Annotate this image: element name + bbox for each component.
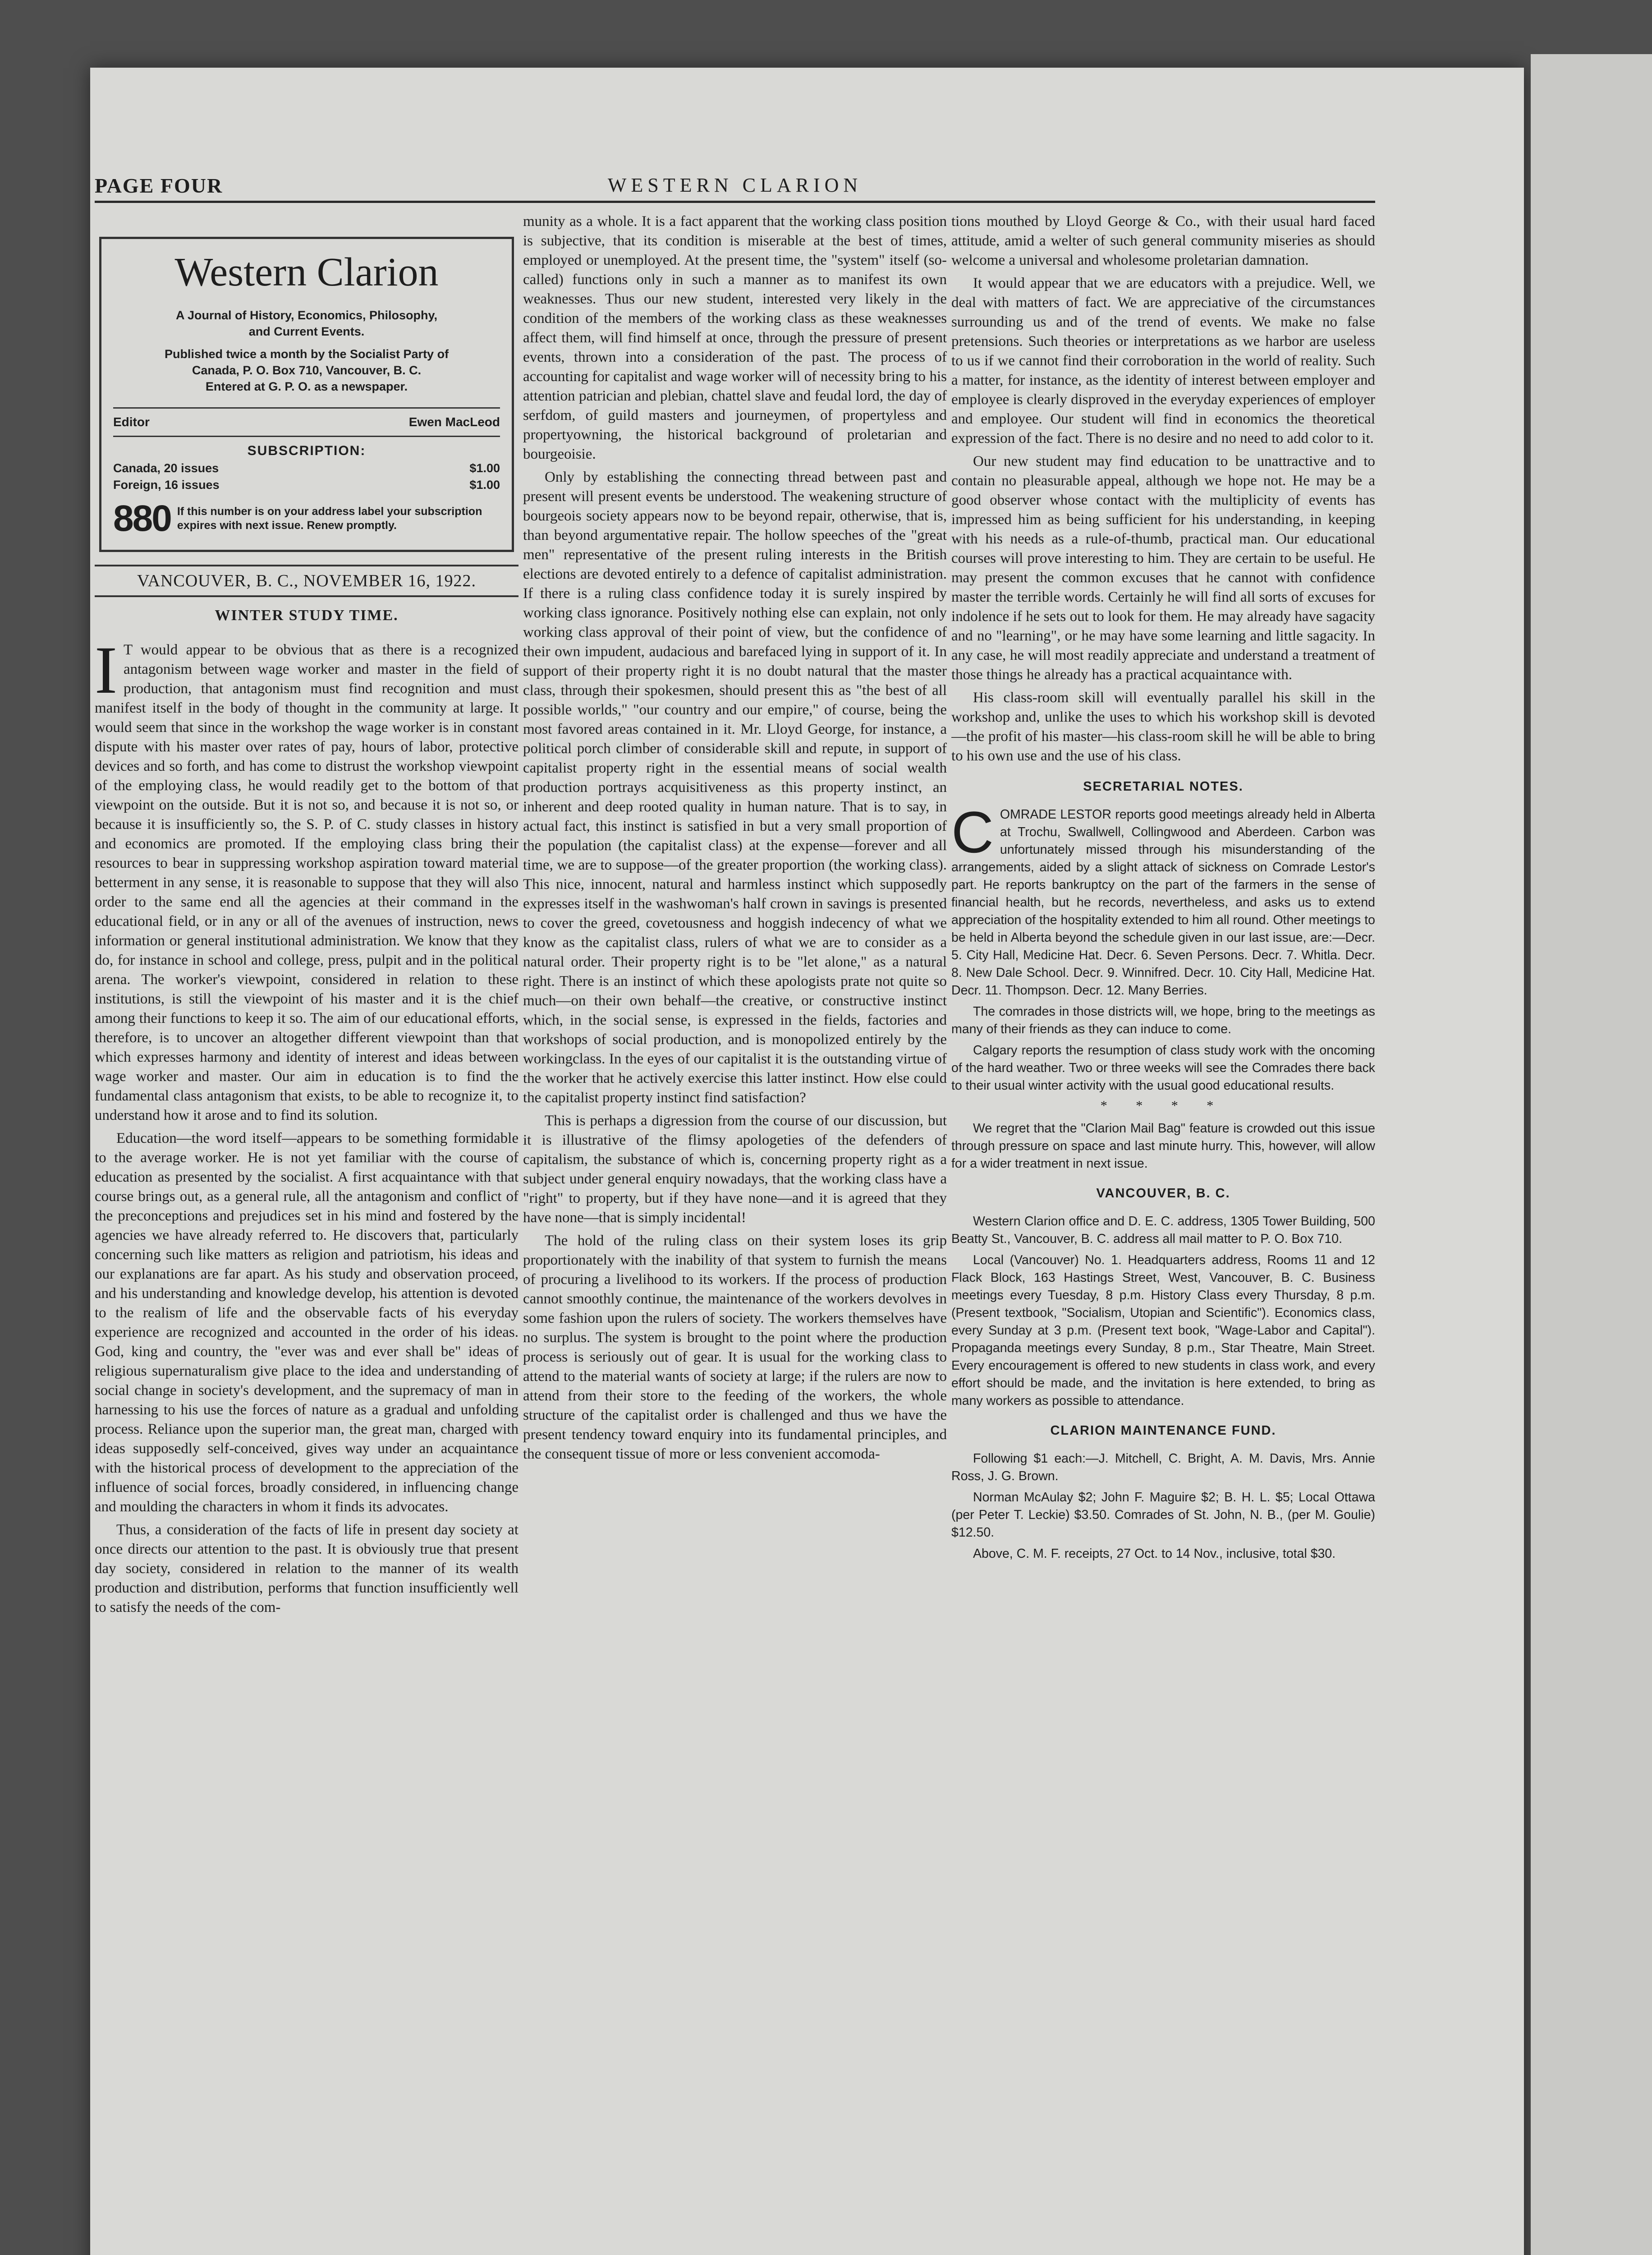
article-paragraph: Thus, a consideration of the facts of life in present day society at once directs our attention to the past. It is obviously true that present day society, considered in relation to the manner of its wealth production and distribution, performs that function insufficiently well to satisfy the needs of the com- — [95, 1522, 519, 1615]
renewal-text: If this number is on your address label your subscription expires with next issue. Renew promptly. — [177, 505, 482, 532]
column-2 — [523, 212, 947, 2138]
fund-paragraph: Following $1 each:—J. Mitchell, C. Bright, A. M. Davis, Mrs. Annie Ross, J. G. Brown. — [951, 1451, 1375, 1483]
secretarial-paragraph — [951, 799, 1375, 999]
drop-cap: I — [95, 633, 117, 708]
rate-label: Foreign, 16 issues — [113, 478, 220, 492]
section-stars: * * * * — [1100, 1098, 1226, 1113]
subtitle-line: and Current Events. — [248, 325, 365, 338]
vancouver-paragraph: Western Clarion office and D. E. C. address, 1305 Tower Building, 500 Beatty St., Vancouver, B. C. address all mail matter to P. O. Box 710. — [951, 1214, 1375, 1246]
subscription-heading: SUBSCRIPTION: — [113, 436, 500, 459]
editor-line — [113, 407, 500, 429]
article-paragraph — [95, 633, 519, 1125]
dateline: VANCOUVER, B. C., NOVEMBER 16, 1922. — [95, 565, 519, 597]
rate-row — [113, 478, 500, 492]
fund-paragraph: Norman McAulay $2; John F. Maguire $2; B. H. L. $5; Local Ottawa (per Peter T. Leckie) $3.50. Comrades of St. John, N. B., (per M. Goulie) $12.50. — [951, 1490, 1375, 1540]
page-number: PAGE FOUR — [95, 174, 223, 197]
page-header — [95, 106, 1375, 201]
rate-price: $1.00 — [469, 478, 500, 492]
renewal-number: 880 — [113, 498, 171, 539]
paragraph-text: T would appear to be obvious that as there is a recognized antagonism between wage worker and master in the field of production, that antagonism must find recognition and must manifest itself in the body of thought in the community at large. It would seem that since in the workshop the wage worker is in constant dispute with his master over rates of pay, hours of labor, protective devices and so forth, and has come to distrust the workshop viewpoint of the employing class, he would readily get to the bottom of that viewpoint on the outside. But it is not so, and because it is not so, or because it is insufficiently so, the S. P. of C. study classes in history and economics are promoted. If the employing class bring their resources to bear in suppressing workshop aspiration toward material betterment in any sense, it is reasonable to suppose that they will also order to the same end all the agencies at their command in the educational field, or in any or all of the avenues of instruction, news information or general institutional administration. We know that they do, for instance in school and college, press, pulpit and in the political arena. The worker's viewpoint, considered in relation to these institutions, is still the viewpoint of his master and it is the chief among their functions to keep it so. The aim of our educational efforts, therefore, is to uncover an altogether different viewpoint than that which expresses harmony and identity of interest and ideas between wage worker and master. Our aim in education is to find the fundamental class antagonism that exists, to be able to recognize it, to understand how it arose and to find its solution. — [95, 642, 519, 1123]
secretarial-paragraph: The comrades in those districts will, we hope, bring to the meetings as many of their friends as they can induce to come. — [951, 1004, 1375, 1036]
column-3 — [951, 212, 1375, 2138]
rate-price: $1.00 — [469, 461, 500, 475]
paper-name: WESTERN CLARION — [607, 174, 863, 196]
fund-paragraph: Above, C. M. F. receipts, 27 Oct. to 14 Nov., inclusive, total $30. — [973, 1546, 1336, 1561]
masthead-box — [99, 237, 514, 552]
article-paragraph: munity as a whole. It is a fact apparent that the working class position is subjective, that its condition is miserable at the best of times, employed or unemployed. At the present time, the "system" itself (so-called) functions only in such a manner as to manifest its own weaknesses. Thus our new student, interested very likely in the condition of the members of the working class as these weaknesses affect them, will find himself at once, through the pressure of present events, thrown into a consideration of the past. The process of accounting for capitalist and wage worker will of necessity bring to his attention patrician and plebian, chattel slave and feudal lord, the day of serfdom, of guild masters and journeymen, of propertyless and propertyowning, the historical background of proletarian and bourgeoisie. — [523, 213, 947, 462]
publisher-line: Entered at G. P. O. as a newspaper. — [205, 380, 408, 393]
editor-label: Editor — [113, 415, 150, 429]
rate-label: Canada, 20 issues — [113, 461, 219, 475]
subtitle-line: A Journal of History, Economics, Philosophy, — [175, 308, 438, 322]
article-paragraph: Education—the word itself—appears to be something formidable to the average worker. He is not yet familiar with the course of education as presented by the socialist. A first acquaintance with that course brings out, as a general rule, all the antagonism and conflict of the preconceptions and prejudices set in his mind and fostered by the agencies we have already referred to. He discovers that, particularly concerning such like matters as religion and patriotism, his ideas and our explanations are far apart. As his study and observation proceed, and his understanding and knowledge develop, his attention is devoted to the realism of life and the observable facts of his everyday experience are recognized and accounted in the order of his ideas. God, king and country, the "ever was and ever shall be" ideas of religious supernaturalism give place to the idea and understanding of social change in society's development, and the supremacy of man in harnessing to his use the forces of nature as a gradual and unfolding process. Reliance upon the superior man, the great man, charged with ideas supposedly self-conceived, gives way under an acquaintance with the historical process of development to the appreciation of the influence of social forces, broadly considered, in influencing change and moulding the characters in whom it finds its advocates. — [95, 1130, 519, 1515]
masthead-subtitle — [113, 307, 500, 395]
article-paragraph: Our new student may find education to be unattractive and to contain no pleasurable appeal, although we hope not. He may be a good observer whose contact with the multiplicity of events has impressed him as being sufficient for his understanding, in keeping with his needs as a rule-of-thumb, practical man. Our educational courses will prove interesting to him. They are certain to be useful. He may present the common excuses that he cannot with confidence master the terrible words. Certainly he will find all sorts of excuses for indolence if he sets out to look for them. He may already have sagacity and no "learning", or he may have some learning and little sagacity. In any case, he will most readily appreciate and understand a treatment of those things he already has a practical acquaintance with. — [951, 453, 1375, 683]
article-paragraph: His class-room skill will eventually parallel his skill in the workshop and, unlike the uses to which his workshop skill is devoted—the profit of his master—his class-room skill he will be able to bring to his own use and the use of his class. — [951, 690, 1375, 764]
secretarial-paragraph: Calgary reports the resumption of class study work with the oncoming of the hard weather. Two or three weeks will see the Comrades there back to their usual winter activity with the usual good educational results. — [951, 1043, 1375, 1093]
publisher-line: Published twice a month by the Socialist Party of — [164, 347, 449, 361]
article-headline: WINTER STUDY TIME. — [215, 607, 399, 624]
column-1 — [95, 212, 519, 2138]
renewal-notice — [113, 497, 500, 540]
masthead-title: Western Clarion — [174, 250, 439, 295]
publisher-line: Canada, P. O. Box 710, Vancouver, B. C. — [192, 364, 422, 377]
adjacent-page-edge — [1531, 54, 1652, 2255]
secretarial-heading: SECRETARIAL NOTES. — [1083, 779, 1244, 794]
article-paragraph: The hold of the ruling class on their system loses its grip proportionately with the inability of that system to furnish the means of procuring a livelihood to its workers. If the process of production cannot smoothly continue, the maintenance of the workers devolves in some fashion upon the rulers of society. The workers themselves have no surplus. The system is brought to the point where the production process is seriously out of gear. It is usual for the working class to attend to the material wants of society at large; if the rulers are now to attend from their store to the feeding of the workers, the whole structure of the capitalist order is challenged and thus we have the present tendency toward enquiry into its fundamental principles, and the consequent tissue of more or less convenient accomoda- — [523, 1233, 947, 1462]
mail-bag-note: We regret that the "Clarion Mail Bag" feature is crowded out this issue through pressure on space and last minute hurry. This, however, will allow for a wider treatment in next issue. — [951, 1121, 1375, 1171]
vancouver-paragraph: Local (Vancouver) No. 1. Headquarters address, Rooms 11 and 12 Flack Block, 163 Hastings Street, West, Vancouver, B. C. Business meetings every Tuesday, 8 p.m. History Class every Thursday, 8 p.m. (Present textbook, "Socialism, Utopian and Scientific"). Economics class, every Sunday at 3 p.m. (Present text book, "Wage-Labor and Capital"). Propaganda meetings every Sunday, 8 p.m., Star Theatre, Main Street. Every encouragement is offered to new students in class work, and every effort should be made, and the invitation is here extended, to bring as many workers as possible to attendance. — [951, 1253, 1375, 1408]
rate-row — [113, 461, 500, 475]
drop-cap: C — [951, 799, 994, 865]
article-paragraph: Only by establishing the connecting thread between past and present will present events be understood. The weakening structure of bourgeois society appears now to be beyond repair, otherwise, that is, than beyond argumentative repair. The hollow speeches of the "great men" representative of the present ruling interests in the British elections are devoted entirely to a defence of capitalist administration. If there is a ruling class confidence today it is surely inspired by working class ignorance. Positively nothing else can explain, not only working class approval of their point of view, but the confidence of their own impudent, audacious and barefaced lying in support of it. In support of their property right it is no doubt natural that the master class, through their spokesmen, should present this as "the best of all possible worlds," "our country and our empire," of course, being the most favored areas contained in it. Mr. Lloyd George, for instance, a political porch climber of considerable skill and repute, in support of capitalist property right in the essential means of social wealth production portrays acquisitiveness as this property instinct, an inherent and deep rooted quality in human nature. That is to say, in actual fact, this instinct is satisfied in but a very small proportion of the population (the capitalist class) at the expense—forever and all time, we are to suppose—of the greater proportion (the working class). This nice, innocent, natural and harmless instinct which supposedly expresses itself in the washwoman's half crown in savings is presented to cover the greed, covetousness and hoggish indecency of what we know as the capitalist class, rulers of what we are to consider as a natural order. Their property right is to be "let alone," as a natural right. There is an instinct of which these apologists prate not quite so much—on their own behalf—the creative, or constructive instinct which, in the social sense, is expressed in the fields, factories and workshops of social production, and is monopolized entirely by the workingclass. In the eyes of our capitalist it is the outstanding virtue of the worker that he actively exercise this latter instinct. How else could the capitalist property instinct find satisfaction? — [523, 469, 947, 1106]
article-paragraph: tions mouthed by Lloyd George & Co., with their usual hard faced attitude, amid a welter of such general community miseries as should welcome a universal and wholesome proletarian damnation. — [951, 213, 1375, 268]
fund-heading: CLARION MAINTENANCE FUND. — [1050, 1423, 1276, 1438]
paragraph-text: OMRADE LESTOR reports good meetings already held in Alberta at Trochu, Swallwell, Collingwood and Aberdeen. Carbon was unfortunately missed through his misunderstanding of the arrangements, aided by a slight attack of sickness on Comrade Lestor's part. He reports bankruptcy on the part of the farmers in the sense of financial health, but he records, nevertheless, and asks us to extend appreciation of the hospitality extended to him all round. Other meetings to be held in Alberta beyond the schedule given in our last issue, are:—Decr. 5. City Hall, Medicine Hat. Decr. 6. Seven Persons. Decr. 7. Whitla. Decr. 8. New Dale School. Decr. 9. Winnifred. Decr. 10. City Hall, Medicine Hat. Decr. 11. Thompson. Decr. 12. Many Berries. — [951, 807, 1375, 998]
article-paragraph: It would appear that we are educators with a prejudice. Well, we deal with matters of fact. We are appreciative of the circumstances surrounding us and of the trend of events. We make no false pretensions. Such theories or interpretations as we harbor are useless to us if we cannot find their corroboration in the world of reality. Such a matter, for instance, as the identity of interest between employer and employee is clearly disproved in the everyday experiences of employer and employee. Our student will find in economics the theoretical expression of the fact. There is no desire and no need to add color to it. — [951, 275, 1375, 446]
editor-name: Ewen MacLeod — [408, 415, 500, 429]
vancouver-heading: VANCOUVER, B. C. — [1096, 1186, 1230, 1201]
header-rule — [95, 201, 1375, 203]
article-paragraph: This is perhaps a digression from the course of our discussion, but it is illustrative of the flimsy apologeties of the defenders of capitalism, the substance of which is, concerning property right as a subject under general enquiry nowadays, that the working class have a "right" to property, but if they have none—and it is agreed that they have none—that is simply incidental! — [523, 1113, 947, 1226]
